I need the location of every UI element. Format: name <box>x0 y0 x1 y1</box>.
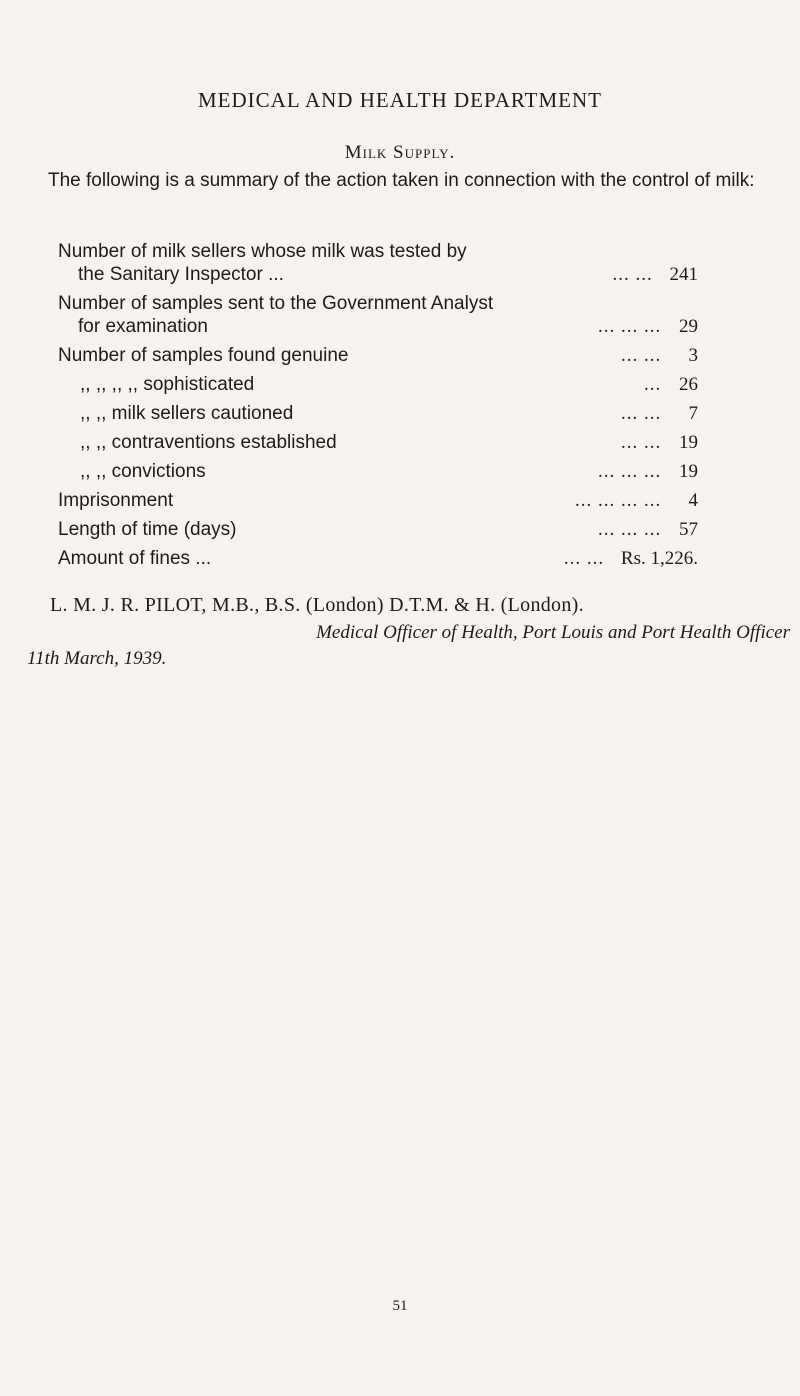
row-label-continued: the Sanitary Inspector ... <box>78 264 284 285</box>
row-value: Rs. 1,226. <box>620 548 698 569</box>
row-label-continued: for examination <box>78 316 208 337</box>
leader-dots: ... ... <box>612 264 653 285</box>
summary-row <box>58 518 698 541</box>
leader-dots: ... ... ... <box>598 519 662 540</box>
summary-row <box>58 547 698 570</box>
row-value: 7 <box>688 403 698 424</box>
summary-row <box>58 344 698 367</box>
row-value: 4 <box>688 490 698 511</box>
row-value: 29 <box>679 316 698 337</box>
summary-row <box>58 292 698 338</box>
row-label: ,, ,, milk sellers cautioned <box>80 403 294 424</box>
leader-dots: ... ... ... <box>598 316 662 337</box>
leader-dots: ... ... <box>621 432 662 453</box>
signatory-designation: Medical Officer of Health, Port Louis and Port Health Officer <box>316 622 790 643</box>
intro-paragraph: The following is a summary of the action taken in connection with the control of milk: <box>48 170 755 191</box>
summary-row <box>58 431 698 454</box>
leader-dots: ... ... ... ... <box>575 490 662 511</box>
leader-dots: ... ... <box>621 345 662 366</box>
summary-row <box>58 373 698 396</box>
row-label: ,, ,, convictions <box>80 461 206 482</box>
leader-dots: ... ... ... <box>598 461 662 482</box>
row-label: Number of samples sent to the Government Analyst <box>58 293 494 314</box>
summary-row <box>58 460 698 483</box>
summary-list <box>58 240 698 576</box>
row-label: Imprisonment <box>58 490 174 511</box>
department-heading: MEDICAL AND HEALTH DEPARTMENT <box>198 88 602 112</box>
row-label: Length of time (days) <box>58 519 237 540</box>
row-value: 57 <box>679 519 698 540</box>
section-heading: Milk Supply. <box>344 142 456 163</box>
row-value: 19 <box>679 461 698 482</box>
row-label: Number of samples found genuine <box>58 345 349 366</box>
row-value: 241 <box>669 264 698 285</box>
signatory-name: L. M. J. R. PILOT, M.B., B.S. (London) D.T.M. & H. (London). <box>50 594 584 616</box>
leader-dots: ... ... <box>563 548 605 569</box>
page-number: 51 <box>392 1298 408 1314</box>
summary-row <box>58 489 698 512</box>
row-label: Number of milk sellers whose milk was tested by <box>58 241 467 262</box>
row-value: 3 <box>688 345 698 366</box>
report-date: 11th March, 1939. <box>27 648 167 669</box>
row-label: Amount of fines ... <box>58 548 212 569</box>
summary-row <box>58 402 698 425</box>
summary-row <box>58 240 698 286</box>
row-value: 19 <box>679 432 698 453</box>
leader-dots: ... <box>644 374 662 395</box>
row-label: ,, ,, contraventions established <box>80 432 337 453</box>
row-label: ,, ,, ,, ,, sophisticated <box>80 374 255 395</box>
row-value: 26 <box>679 374 698 395</box>
leader-dots: ... ... <box>621 403 662 424</box>
